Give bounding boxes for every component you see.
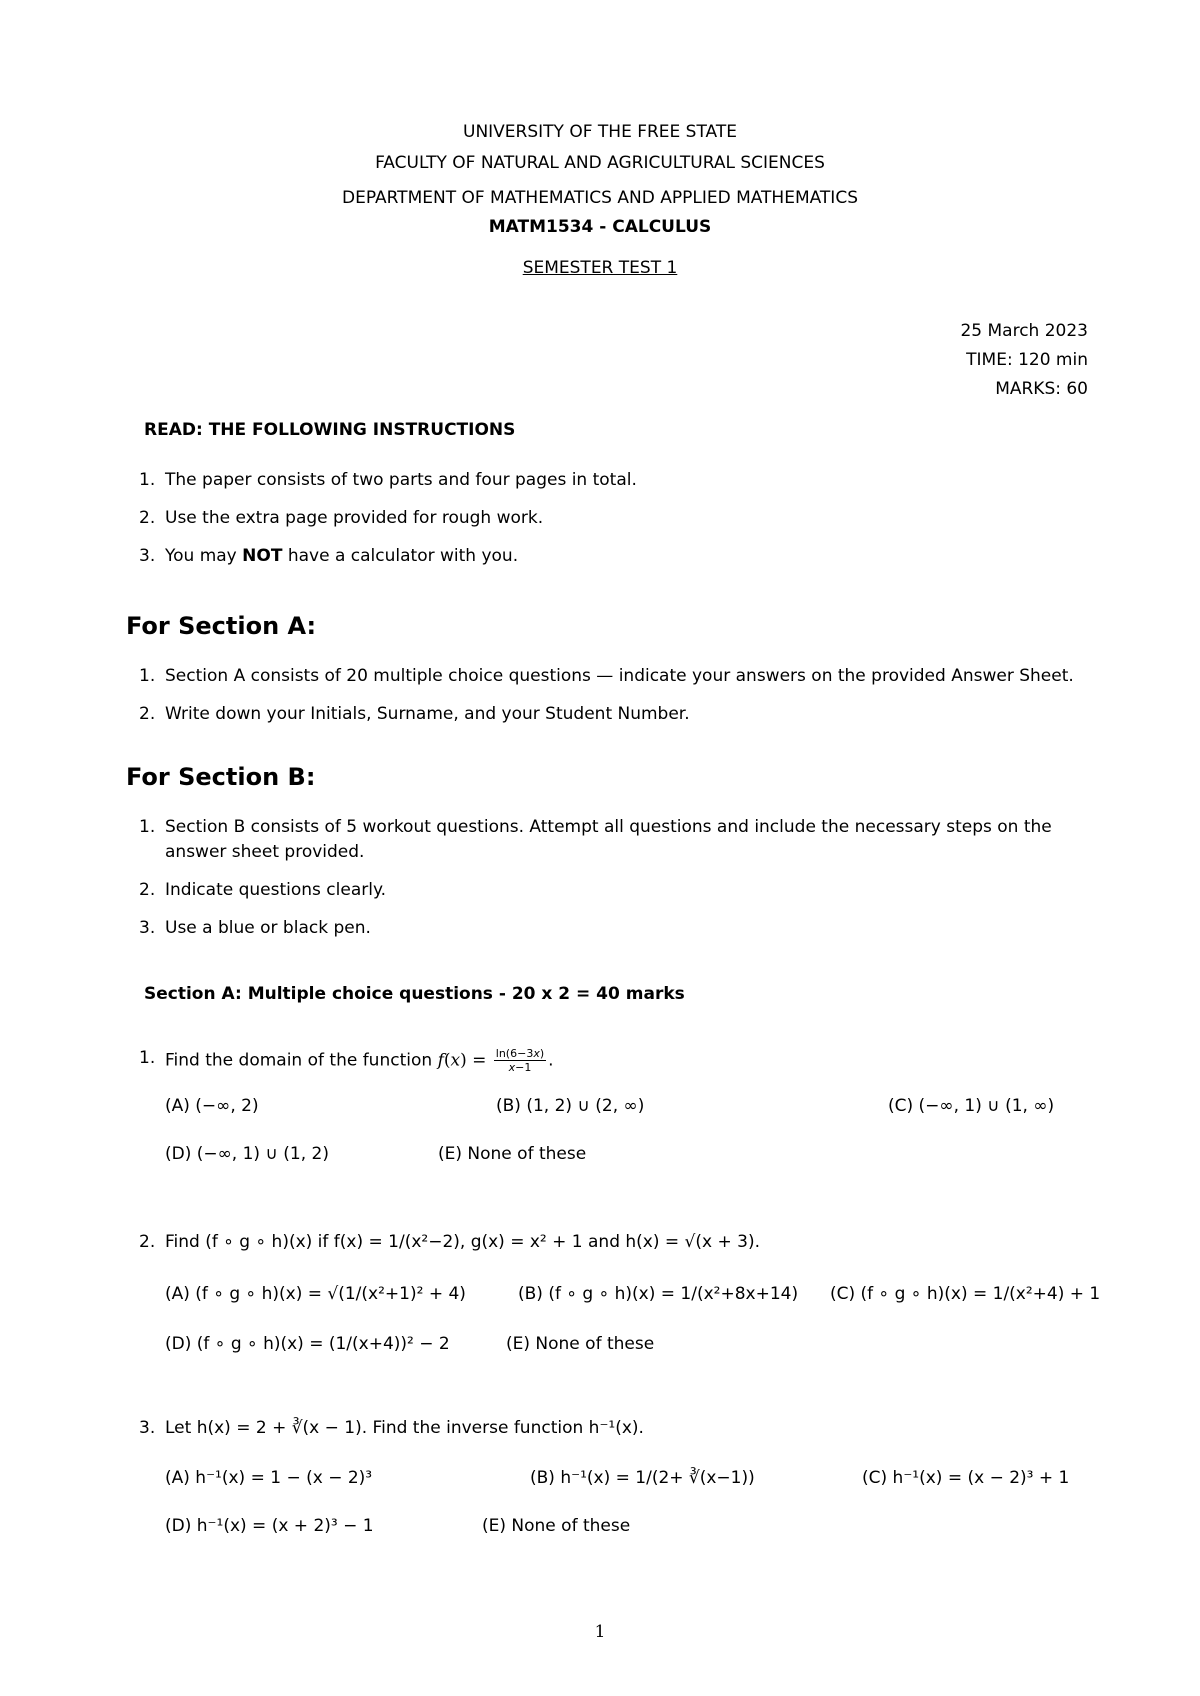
option-2b[interactable]: (B) (f ∘ g ∘ h)(x) = 1/(x²+8x+14): [518, 1284, 799, 1304]
list-item: 2. Use the extra page provided for rough work.: [139, 508, 544, 528]
department-name: DEPARTMENT OF MATHEMATICS AND APPLIED MATHEMATICS: [341, 188, 858, 208]
option-1b[interactable]: (B) (1, 2) ∪ (2, ∞): [496, 1096, 645, 1116]
option-3a[interactable]: (A) h⁻¹(x) = 1 − (x − 2)³: [165, 1468, 373, 1488]
exam-time: TIME: 120 min: [966, 350, 1088, 370]
option-2e[interactable]: (E) None of these: [506, 1334, 655, 1354]
faculty-name: FACULTY OF NATURAL AND AGRICULTURAL SCIENCES: [375, 153, 825, 173]
exam-page: UNIVERSITY OF THE FREE STATE FACULTY OF NATURAL AND AGRICULTURAL SCIENCES DEPARTMENT OF MATHEMATICS AND APPLIED MATHEMATICS MATM1534 - CALCULUS SEMESTER TEST 1 25 March 2023 TIME: 120 min MARKS: 60 READ: THE FOLLOWING INSTRUCTIONS 1. The paper consists of two parts and four pages in total. 2. Use the extra page provided for rough work. 3. You may NOT have a calculator with you. For Section A: 1. Section A consists of 20 multiple choice questions — indicate your answers on the provided Answer Sheet. 2. Write down your Initials, Surname, and your Student Number. For Section B: 1. Section B consists of 5 workout questions. Attempt all questions and include the necessary steps on the answer sheet provided. 2. Indicate questions clearly. 3. Use a blue or black pen. Section A: Multiple choice questions - 20 x 2 = 40 marks 1. Find the domain of the function f(x) = $\frac{\ln(6-3x)}{x-1}$ . (A) (−∞, 2) (B) (1, 2) ∪ (2, ∞) (C) (−∞, 1) ∪ (1, ∞) (D) (−∞, 1) ∪ (1, 2) (E) None of these 2. Find (f ∘ g ∘ h)(x) if f(x) = 1/(x²−2), g(x) = x² + 1 and h(x) = √(x + 3). (A) (f ∘ g ∘ h)(x) = √(1/(x²+1)² + 4) (B) (f ∘ g ∘ h)(x) = 1/(x²+8x+14) (C) (f ∘ g ∘ h)(x) = 1/(x²+4) + 1 (D) (f ∘ g ∘ h)(x) = (1/(x+4))² − 2 (E) None of these 3. Let h(x) = 2 + ∛(x − 1). Find the inverse function h⁻¹(x). (A) h⁻¹(x) = 1 − (x − 2)³ (B) h⁻¹(x) = 1/(2+ ∛(x−1)) (C) h⁻¹(x) = (x − 2)³ + 1 (D) h⁻¹(x) = (x + 2)³ − 1 (E) None of these 1: [0, 0, 1200, 1696]
question-stem: Find (f ∘ g ∘ h)(x) if f(x) = 1/(x²−2), g(x) = x² + 1 and h(x) = √(x + 3).: [165, 1232, 760, 1252]
instructions-heading: READ: THE FOLLOWING INSTRUCTIONS: [144, 420, 516, 440]
list-item: 1. The paper consists of two parts and four pages in total.: [139, 470, 637, 490]
list-item: 2. Indicate questions clearly.: [139, 880, 386, 900]
section-a-heading: For Section A:: [126, 612, 317, 640]
list-item: 1. Section A consists of 20 multiple choice questions — indicate your answers on the provided Answer Sheet.: [139, 666, 1074, 686]
question-stem: Let h(x) = 2 + ∛(x − 1). Find the inverse function h⁻¹(x).: [165, 1418, 644, 1438]
option-1d[interactable]: (D) (−∞, 1) ∪ (1, 2): [165, 1144, 330, 1164]
list-item: 3. You may NOT have a calculator with you.: [139, 546, 519, 566]
exam-date: 25 March 2023: [960, 321, 1088, 341]
option-2a[interactable]: (A) (f ∘ g ∘ h)(x) = √(1/(x²+1)² + 4): [165, 1284, 466, 1304]
option-2d[interactable]: (D) (f ∘ g ∘ h)(x) = (1/(x+4))² − 2: [165, 1334, 450, 1354]
instructions-list: [139, 468, 1099, 582]
list-item: 2. Write down your Initials, Surname, and your Student Number.: [139, 704, 690, 724]
option-1c[interactable]: (C) (−∞, 1) ∪ (1, ∞): [888, 1096, 1055, 1116]
option-3d[interactable]: (D) h⁻¹(x) = (x + 2)³ − 1: [165, 1516, 374, 1536]
section-a-list: [139, 664, 1099, 740]
option-1e[interactable]: (E) None of these: [438, 1144, 587, 1164]
course-title: MATM1534 - CALCULUS: [488, 217, 712, 237]
option-3b[interactable]: (B) h⁻¹(x) = 1/(2+ ∛(x−1)): [530, 1468, 755, 1488]
university-name: UNIVERSITY OF THE FREE STATE: [463, 122, 737, 142]
section-b-list: [139, 815, 1099, 954]
list-item: 3. Use a blue or black pen.: [139, 918, 371, 938]
page-number: 1: [594, 1622, 606, 1642]
section-b-heading: For Section B:: [126, 763, 316, 791]
option-1a[interactable]: (A) (−∞, 2): [165, 1096, 259, 1116]
option-2c[interactable]: (C) (f ∘ g ∘ h)(x) = 1/(x²+4) + 1: [830, 1284, 1101, 1304]
option-3c[interactable]: (C) h⁻¹(x) = (x − 2)³ + 1: [862, 1468, 1070, 1488]
question-stem: Find the domain of the function f(x) = $\frac{\ln(6-3x)}{x-1}$ .: [165, 1047, 554, 1074]
list-item: 1. Section B consists of 5 workout questions. Attempt all questions and include the necessary steps on the answer sheet provided.: [139, 817, 1052, 862]
exam-marks: MARKS: 60: [995, 379, 1088, 399]
test-title: SEMESTER TEST 1: [522, 258, 678, 278]
mcq-section-title: Section A: Multiple choice questions - 20 x 2 = 40 marks: [144, 984, 685, 1004]
option-3e[interactable]: (E) None of these: [482, 1516, 631, 1536]
